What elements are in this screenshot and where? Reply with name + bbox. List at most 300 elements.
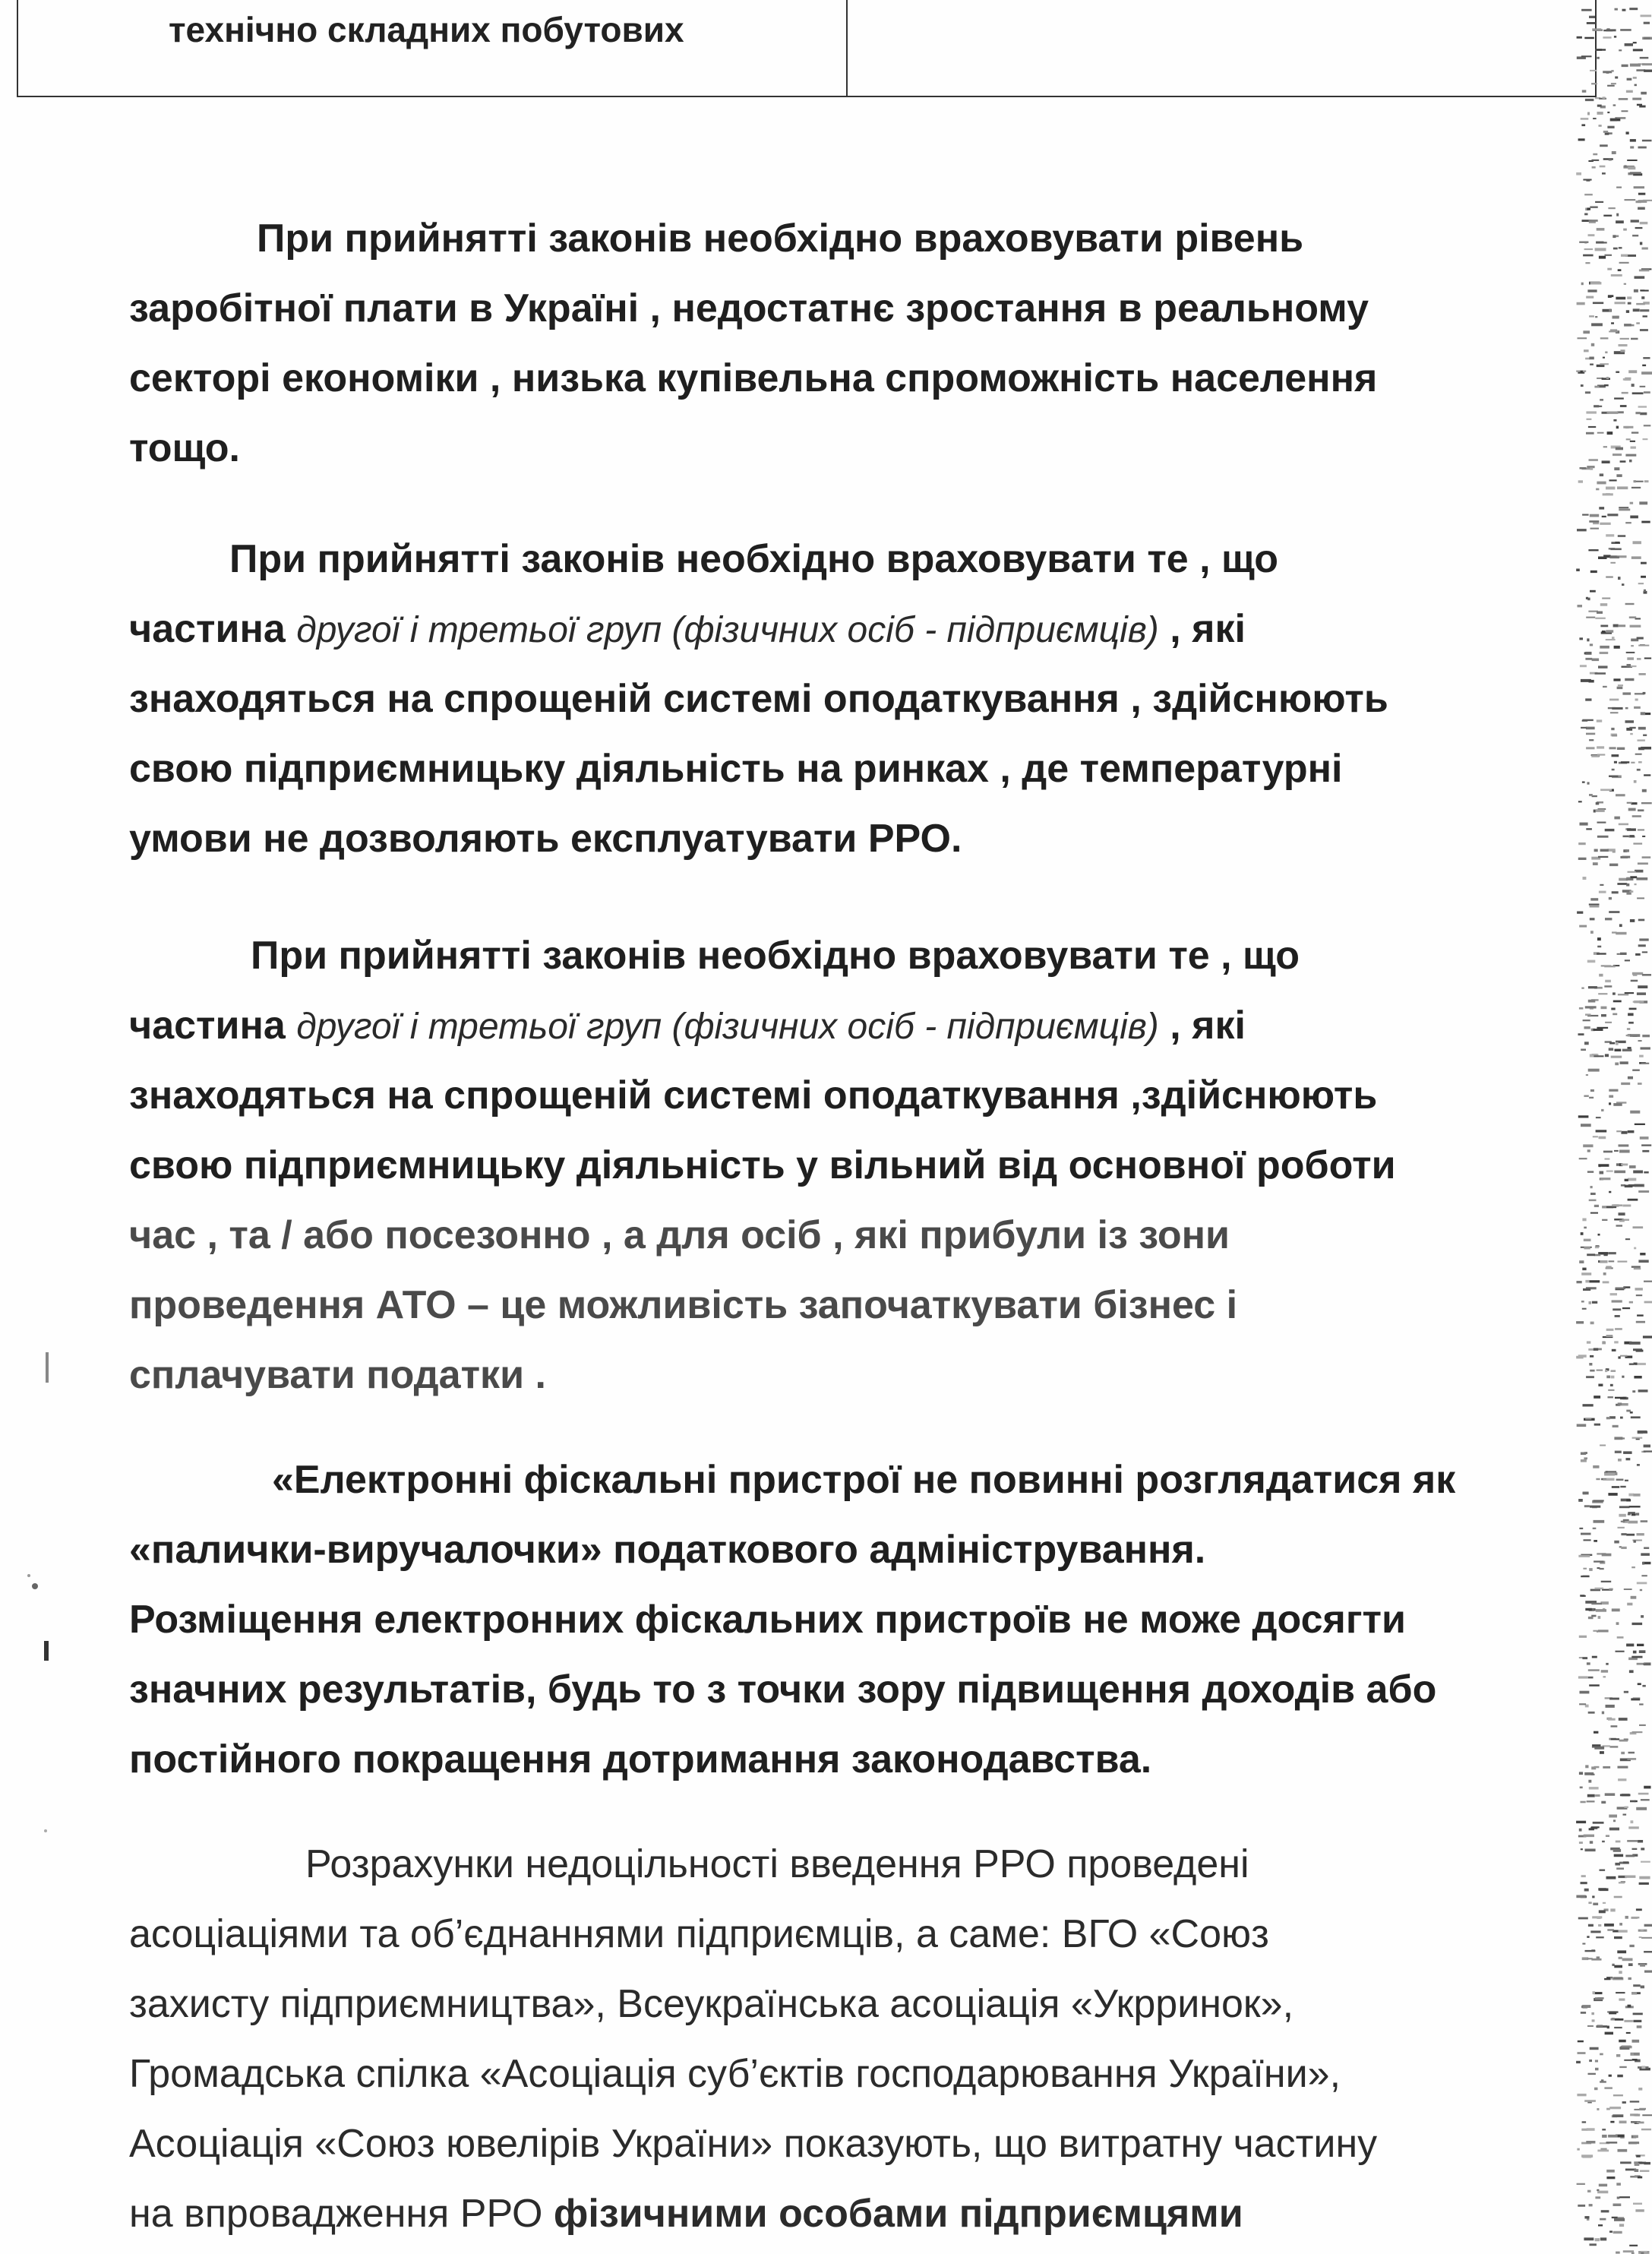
italic-text-fragment: другої і третьої груп (фізичних осіб - підприємців) xyxy=(296,610,1159,650)
scan-noise-mark xyxy=(1600,2237,1606,2240)
scan-noise-mark xyxy=(1594,1396,1600,1399)
scan-noise-mark xyxy=(1587,1341,1590,1343)
scan-noise-mark xyxy=(1620,1355,1628,1357)
scan-noise-mark xyxy=(1598,2224,1603,2226)
scan-noise-mark xyxy=(1588,1902,1591,1904)
scan-noise-mark xyxy=(1638,748,1644,751)
scan-noise-mark xyxy=(1586,1376,1594,1378)
scan-noise-mark xyxy=(1638,147,1647,149)
scan-noise-mark xyxy=(1644,1951,1652,1953)
paragraph-fiscal-devices-quote xyxy=(129,1445,1572,1794)
text-line: заробітної плати в Україні , недостатнє зростання в реальному xyxy=(129,286,1369,330)
scan-noise-mark xyxy=(1599,1910,1606,1913)
scan-noise-mark xyxy=(1634,1540,1636,1542)
scan-noise-mark xyxy=(1592,28,1601,30)
scan-noise-mark xyxy=(1585,1013,1591,1016)
scan-noise-mark xyxy=(1640,329,1648,331)
scan-noise-mark xyxy=(1590,468,1593,470)
scan-noise-mark xyxy=(1616,1288,1625,1290)
scan-noise-mark xyxy=(1642,789,1647,792)
scan-noise-mark xyxy=(1609,2107,1621,2109)
scan-noise-mark xyxy=(1619,1144,1629,1146)
scan-noise-mark xyxy=(1607,412,1619,414)
scan-noise-mark xyxy=(1620,338,1629,340)
scan-noise-mark xyxy=(1596,809,1605,812)
scan-noise-mark xyxy=(1603,446,1607,447)
scan-noise-mark xyxy=(1600,1178,1611,1180)
scan-noise-mark xyxy=(1611,1376,1615,1379)
bold-text-fragment: фізичними особами підприємцями xyxy=(553,2192,1243,2236)
scan-noise-mark xyxy=(1577,302,1585,305)
scan-noise-mark xyxy=(1616,1841,1621,1843)
scan-noise-mark xyxy=(1593,1528,1597,1529)
scan-noise-mark xyxy=(1576,569,1580,572)
scan-noise-mark xyxy=(1630,835,1635,837)
scan-noise-mark xyxy=(1615,1863,1620,1866)
scan-noise-mark xyxy=(1603,1902,1606,1904)
scan-noise-mark xyxy=(1613,316,1619,319)
scan-noise-mark xyxy=(1639,501,1647,504)
scan-noise-mark xyxy=(1637,2025,1642,2028)
scan-noise-mark xyxy=(1630,1111,1640,1114)
scan-noise-mark xyxy=(1600,337,1609,339)
scan-noise-mark xyxy=(1643,357,1650,359)
scan-noise-mark xyxy=(1638,862,1648,865)
scan-noise-mark xyxy=(1582,514,1589,516)
scan-noise-mark xyxy=(1587,289,1597,292)
scan-noise-mark xyxy=(1581,124,1585,126)
scan-noise-mark xyxy=(1609,864,1618,867)
scan-noise-mark xyxy=(1614,36,1616,38)
scan-noise-mark xyxy=(1616,1042,1619,1045)
scan-noise-mark xyxy=(1631,645,1634,646)
scan-noise-mark xyxy=(1640,309,1649,311)
scan-noise-mark xyxy=(1628,871,1636,873)
scan-noise-mark xyxy=(1578,1115,1589,1118)
scan-noise-mark xyxy=(1602,1712,1604,1715)
scan-noise-mark xyxy=(1613,1308,1621,1310)
scan-noise-mark xyxy=(1597,2025,1603,2027)
scan-noise-mark xyxy=(1595,2068,1599,2071)
scan-noise-mark xyxy=(1586,747,1594,749)
scan-noise-mark xyxy=(1616,2183,1621,2186)
scan-noise-mark xyxy=(1608,207,1615,209)
scan-noise-mark xyxy=(1586,411,1597,413)
scan-noise-mark xyxy=(1640,289,1644,291)
scan-noise-mark xyxy=(1636,1321,1645,1323)
scan-noise-mark xyxy=(1578,2205,1585,2207)
scan-noise-mark xyxy=(1616,187,1622,188)
scan-noise-mark xyxy=(1605,1022,1612,1023)
scan-noise-mark xyxy=(1593,1991,1595,1994)
scan-noise-mark xyxy=(1636,1295,1642,1296)
scan-noise-mark xyxy=(1644,1786,1650,1789)
scan-noise-mark xyxy=(1612,151,1616,154)
scan-noise-mark xyxy=(1594,1348,1598,1351)
scan-noise-mark xyxy=(1590,206,1597,208)
scan-noise-mark xyxy=(1597,1027,1608,1029)
scan-noise-mark xyxy=(1614,1171,1625,1174)
scan-noise-mark xyxy=(1584,213,1587,216)
scan-noise-mark xyxy=(1586,733,1595,735)
scan-noise-mark xyxy=(1619,924,1622,927)
scan-noise-mark xyxy=(1587,2025,1594,2027)
scan-noise-mark xyxy=(1603,1272,1606,1276)
scan-noise-mark xyxy=(1610,1746,1619,1748)
scan-noise-mark xyxy=(1586,2141,1595,2144)
scan-noise-mark xyxy=(1638,1840,1643,1843)
scan-noise-mark xyxy=(1623,378,1631,381)
scan-noise-mark xyxy=(1602,1342,1606,1345)
scan-noise-mark xyxy=(1584,1026,1590,1029)
scan-noise-mark xyxy=(1641,562,1647,564)
scan-noise-mark xyxy=(1578,1917,1588,1920)
scan-noise-mark xyxy=(1594,1424,1600,1426)
scan-noise-mark xyxy=(1637,1464,1640,1466)
scan-noise-mark xyxy=(1620,953,1627,955)
scan-noise-mark xyxy=(1613,2204,1622,2207)
scan-noise-mark xyxy=(1591,83,1597,84)
scan-noise-mark xyxy=(1622,1205,1631,1207)
scan-noise-mark xyxy=(1614,1437,1622,1440)
scan-noise-mark xyxy=(1635,84,1637,87)
scan-noise-mark xyxy=(1618,1778,1626,1781)
scan-noise-mark xyxy=(1597,432,1604,434)
scan-noise-mark xyxy=(1613,454,1622,456)
scan-noise-mark xyxy=(1590,1212,1598,1214)
scan-noise-mark xyxy=(1587,1662,1590,1664)
scan-noise-mark xyxy=(1594,1731,1598,1734)
scan-noise-mark xyxy=(1616,932,1626,935)
scan-noise-mark xyxy=(1600,849,1609,852)
scan-noise-mark xyxy=(1620,2161,1631,2164)
scan-noise-mark xyxy=(1625,1238,1630,1240)
scan-noise-mark xyxy=(1585,658,1592,660)
scan-noise-mark xyxy=(1587,112,1590,115)
scan-noise-mark xyxy=(1641,2129,1651,2131)
scan-noise-mark xyxy=(1587,1794,1595,1797)
scan-noise-mark xyxy=(1612,707,1622,710)
scan-noise-mark xyxy=(1582,719,1593,721)
scan-noise-mark xyxy=(1633,1494,1640,1497)
scan-noise-mark xyxy=(1640,1964,1645,1967)
scan-noise-mark xyxy=(1630,625,1641,628)
scan-noise-mark xyxy=(1630,64,1641,67)
scan-noise-mark xyxy=(1610,548,1622,551)
scan-noise-mark xyxy=(1593,1903,1598,1905)
scan-noise-mark xyxy=(1642,1035,1650,1037)
scan-noise-mark xyxy=(1638,829,1644,830)
scan-noise-mark xyxy=(1603,357,1605,359)
scan-noise-mark xyxy=(1619,49,1622,51)
scan-noise-mark xyxy=(1581,1049,1586,1051)
scan-noise-mark xyxy=(1599,507,1604,509)
scan-noise-mark xyxy=(1590,1322,1594,1325)
scan-noise-mark xyxy=(1619,1506,1630,1508)
scan-noise-mark xyxy=(1603,1281,1609,1283)
scan-noise-mark xyxy=(1634,1376,1641,1379)
scan-noise-mark xyxy=(1582,1657,1587,1659)
italic-text-fragment: другої і третьої груп (фізичних осіб - підприємців) xyxy=(296,1007,1159,1047)
text-line: час , та / або посезонно , а для осіб , які прибули із зони xyxy=(129,1213,1230,1257)
scan-noise-mark xyxy=(1587,419,1592,420)
scan-noise-mark xyxy=(1616,213,1619,217)
scan-noise-mark xyxy=(1582,90,1587,92)
scan-noise-mark xyxy=(1644,1445,1650,1448)
scan-noise-mark xyxy=(1615,77,1618,79)
scan-noise-mark xyxy=(1616,426,1619,429)
scan-noise-mark xyxy=(1608,1389,1614,1391)
scan-noise-mark xyxy=(1644,1547,1649,1549)
scan-noise-mark xyxy=(1635,884,1637,885)
scan-noise-mark xyxy=(1616,474,1622,477)
scan-noise-mark xyxy=(1611,322,1614,324)
scan-noise-mark xyxy=(1588,234,1595,236)
scan-noise-mark xyxy=(1589,1363,1592,1366)
scan-noise-mark xyxy=(1641,1986,1644,1989)
scan-noise-mark xyxy=(1640,386,1646,387)
scan-noise-mark xyxy=(1629,1165,1636,1168)
scan-noise-mark xyxy=(1626,131,1629,134)
scan-noise-mark xyxy=(1638,1190,1649,1193)
scan-noise-mark xyxy=(1631,1566,1635,1568)
scan-noise-mark xyxy=(1589,220,1598,222)
scan-noise-mark xyxy=(1597,754,1606,755)
scan-noise-mark xyxy=(1587,1171,1594,1173)
scan-noise-mark xyxy=(1627,78,1632,81)
scan-noise-mark xyxy=(1620,1417,1623,1419)
scan-noise-mark xyxy=(1600,144,1608,147)
scan-noise-mark xyxy=(1610,119,1617,122)
scan-noise-mark xyxy=(1603,96,1606,99)
scan-noise-mark xyxy=(1594,1766,1600,1769)
scan-noise-mark xyxy=(1606,1206,1616,1209)
scan-noise-mark xyxy=(1606,1835,1609,1837)
scan-noise-mark xyxy=(1585,1006,1597,1008)
scan-noise-mark xyxy=(1579,1158,1587,1159)
scan-noise-mark xyxy=(1628,1076,1633,1080)
scan-noise-mark xyxy=(1609,1191,1611,1193)
scan-noise-mark xyxy=(1581,1576,1589,1577)
scan-noise-mark xyxy=(1578,1676,1588,1678)
scan-noise-mark xyxy=(1625,992,1634,994)
scan-noise-mark xyxy=(1602,631,1606,633)
scan-noise-mark xyxy=(1624,1691,1628,1693)
scan-noise-mark xyxy=(1633,2203,1642,2205)
scan-noise-mark xyxy=(1592,2019,1595,2022)
scan-noise-mark xyxy=(1590,1193,1596,1195)
scan-noise-mark xyxy=(1642,974,1651,976)
scan-noise-mark xyxy=(1577,1424,1587,1427)
scan-noise-mark xyxy=(1601,1014,1606,1016)
scan-noise-mark xyxy=(1628,1826,1639,1829)
scan-noise-mark xyxy=(1584,2216,1589,2218)
scan-noise-mark xyxy=(1597,612,1603,614)
scan-noise-mark xyxy=(1611,83,1616,84)
scan-noise-mark xyxy=(1600,399,1603,401)
scan-noise-mark xyxy=(1580,1787,1583,1789)
scan-noise-mark xyxy=(1581,988,1584,989)
scan-noise-mark xyxy=(1609,1042,1615,1045)
scan-noise-mark xyxy=(1594,1500,1604,1501)
scan-noise-mark xyxy=(1621,1533,1626,1535)
scan-noise-mark xyxy=(1590,931,1594,934)
scan-noise-mark xyxy=(1635,2169,1639,2172)
scan-noise-mark xyxy=(1633,77,1637,79)
scan-noise-mark xyxy=(1584,1835,1594,1838)
scan-noise-mark xyxy=(1588,1669,1600,1671)
scan-noise-mark xyxy=(1632,2040,1640,2043)
scan-noise-mark xyxy=(1633,1171,1643,1174)
text-line xyxy=(129,991,1572,1061)
scan-noise-mark xyxy=(1594,1205,1599,1207)
scan-noise-mark xyxy=(1616,1651,1625,1652)
scan-noise-mark xyxy=(1610,2121,1614,2123)
scan-noise-mark xyxy=(1583,254,1594,257)
scan-noise-mark xyxy=(1590,643,1593,646)
scan-noise-mark xyxy=(1616,220,1624,223)
scan-noise-mark xyxy=(1639,1876,1650,1879)
scan-noise-mark xyxy=(1589,520,1599,523)
scan-noise-mark xyxy=(1629,1945,1634,1947)
scan-noise-mark xyxy=(1628,370,1637,373)
scan-noise-mark xyxy=(1626,90,1633,93)
scan-noise-mark xyxy=(1609,2075,1612,2077)
scan-noise-mark xyxy=(1627,802,1632,804)
scan-noise-mark xyxy=(1603,215,1612,217)
scan-noise-mark xyxy=(1632,1731,1643,1733)
scan-noise-mark xyxy=(1597,2150,1609,2152)
scan-noise-mark xyxy=(1592,659,1600,662)
scan-noise-mark xyxy=(1632,1390,1635,1393)
scan-noise-mark xyxy=(1637,637,1644,640)
scan-noise-mark xyxy=(1616,1867,1624,1870)
scan-noise-mark xyxy=(1612,1486,1619,1488)
scan-noise-mark xyxy=(1594,849,1598,852)
scan-noise-mark xyxy=(1629,460,1632,463)
scan-noise-mark xyxy=(1584,1095,1588,1097)
scan-noise-mark xyxy=(1606,1329,1614,1331)
scan-noise-mark xyxy=(1633,1651,1637,1654)
scan-noise-mark xyxy=(1619,824,1628,826)
scan-noise-mark xyxy=(1600,473,1603,476)
text-line: «Електронні фіскальні пристрої не повинні розглядатися як xyxy=(272,1458,1456,1502)
scan-noise-mark xyxy=(1617,883,1627,885)
scan-noise-mark xyxy=(1608,296,1612,298)
scan-noise-mark xyxy=(1609,1815,1617,1818)
scan-noise-mark xyxy=(1618,684,1623,686)
text-fragment: , які xyxy=(1158,607,1246,651)
scan-noise-mark xyxy=(1605,1159,1610,1160)
scan-noise-mark xyxy=(1585,262,1590,264)
paragraph-free-time-seasonal xyxy=(129,921,1572,1410)
scan-noise-mark xyxy=(1618,2149,1628,2152)
scan-noise-mark xyxy=(1623,426,1633,428)
scan-noise-mark xyxy=(1638,406,1647,407)
scan-noise-mark xyxy=(1611,274,1622,277)
scan-noise-mark xyxy=(1607,432,1613,435)
scan-noise-mark xyxy=(1608,2135,1618,2138)
scan-noise-mark xyxy=(1600,646,1609,649)
scan-noise-mark xyxy=(1613,2231,1622,2233)
scan-noise-mark xyxy=(1628,1022,1634,1024)
scan-noise-mark xyxy=(1602,1219,1607,1221)
scan-noise-mark xyxy=(1588,426,1596,428)
scan-noise-mark xyxy=(1599,974,1603,977)
scan-noise-mark xyxy=(1639,1883,1649,1885)
scan-noise-mark xyxy=(1576,1821,1586,1823)
text-line: Розрахунки недоцільності введення РРО проведені xyxy=(305,1842,1249,1886)
scan-noise-mark xyxy=(1598,1630,1609,1632)
scan-noise-mark xyxy=(1598,1164,1609,1167)
scan-noise-mark xyxy=(1638,645,1649,646)
scan-noise-mark xyxy=(1635,1513,1639,1515)
scan-noise-mark xyxy=(1588,1677,1594,1679)
scan-noise-mark xyxy=(1618,1459,1622,1462)
text-line: захисту підприємництва», Всеукраїнська асоціація «Укрринок», xyxy=(129,1982,1294,2026)
scan-noise-mark xyxy=(1613,419,1616,422)
scan-noise-mark xyxy=(1613,624,1619,628)
scan-noise-mark xyxy=(1600,1445,1606,1446)
scan-noise-mark xyxy=(1610,562,1616,564)
scan-noise-mark xyxy=(1612,735,1617,737)
scan-noise-mark xyxy=(1626,1499,1631,1501)
scan-noise-mark xyxy=(1638,919,1644,922)
scan-noise-mark xyxy=(1622,856,1631,858)
scan-noise-mark xyxy=(1581,727,1587,729)
scan-noise-mark xyxy=(1585,1849,1596,1852)
scan-noise-mark xyxy=(1635,754,1642,755)
scan-noise-mark xyxy=(1611,1725,1618,1727)
scan-noise-mark xyxy=(1592,1895,1594,1898)
scan-noise-mark xyxy=(1636,1807,1647,1810)
scan-noise-mark xyxy=(1627,1840,1638,1842)
scan-noise-mark xyxy=(1609,1589,1613,1590)
scan-noise-mark xyxy=(1626,310,1629,313)
scan-noise-mark xyxy=(1619,1999,1625,2001)
scan-noise-mark xyxy=(1597,746,1604,748)
scan-noise-mark xyxy=(1642,836,1645,837)
scan-noise-mark xyxy=(1594,810,1596,813)
scan-noise-mark xyxy=(1641,1047,1650,1049)
scan-noise-mark xyxy=(1627,1028,1630,1029)
scan-noise-mark xyxy=(1600,523,1610,525)
scan-noise-mark xyxy=(1600,1171,1604,1174)
scan-noise-mark xyxy=(1644,1924,1652,1927)
scan-noise-mark xyxy=(1601,1801,1606,1804)
scan-noise-mark xyxy=(1616,371,1619,374)
scan-noise-mark xyxy=(1640,1253,1645,1255)
scan-noise-mark xyxy=(1627,160,1637,161)
scan-noise-mark xyxy=(1631,384,1635,387)
scan-noise-mark xyxy=(1592,1301,1597,1304)
scan-noise-mark xyxy=(1609,897,1612,899)
scan-noise-mark xyxy=(1632,235,1638,237)
scan-noise-mark xyxy=(1629,1363,1634,1365)
scan-noise-mark xyxy=(1605,980,1611,982)
scan-noise-mark xyxy=(1613,1013,1617,1016)
scan-noise-mark xyxy=(1596,1117,1601,1118)
scan-noise-mark xyxy=(1614,646,1620,649)
scan-noise-mark xyxy=(1591,1826,1600,1828)
scan-noise-mark xyxy=(1629,2245,1638,2246)
text-line: При прийнятті законів необхідно враховувати рівень xyxy=(257,217,1304,261)
scan-noise-mark xyxy=(1590,1506,1600,1508)
scan-noise-mark xyxy=(1590,2243,1597,2246)
scan-noise-mark xyxy=(1589,459,1598,461)
scan-noise-mark xyxy=(1596,1130,1607,1132)
text-line: Розміщення електронних фіскальних пристроїв не може досягти xyxy=(129,1598,1406,1642)
